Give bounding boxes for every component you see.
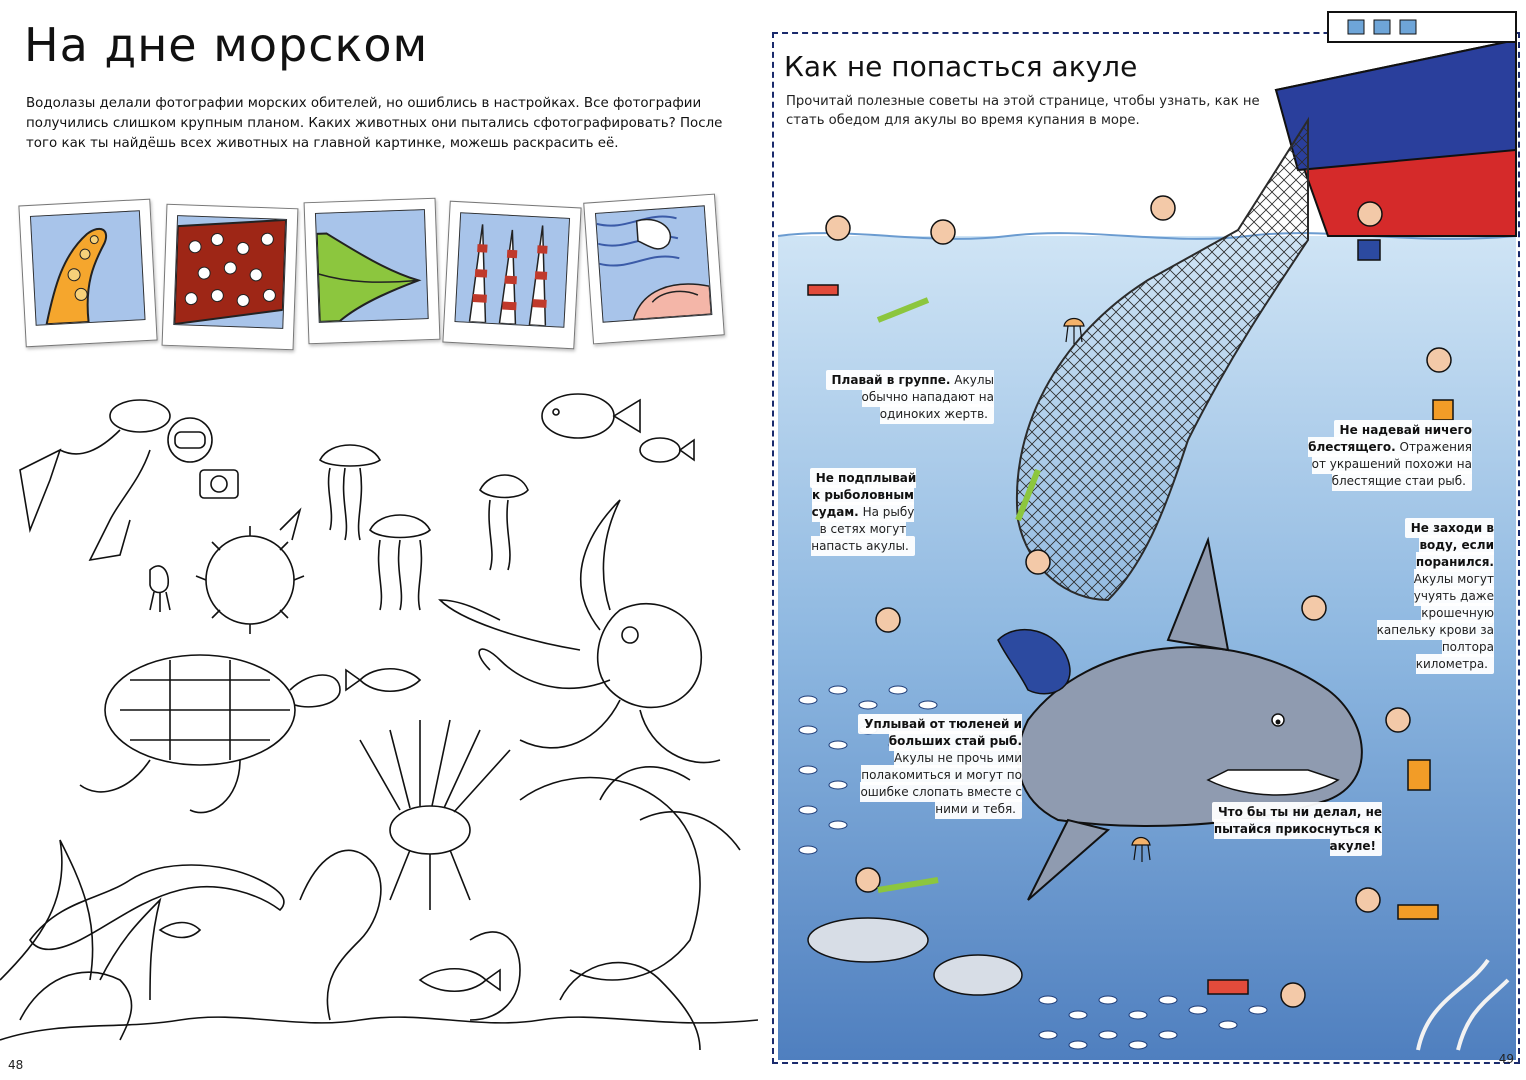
tip-avoid-seals (852, 716, 1022, 818)
eel-icon (30, 865, 284, 949)
tip-text: На рыбу в сетях могут напасть акулы. (811, 505, 915, 553)
seaweed-icon (300, 850, 381, 1020)
anemone-icon (20, 972, 132, 1040)
tip-text: Акулы не прочь ими полакомиться и могут по ошибке слопать вместе с ними и тебя. (860, 751, 1022, 816)
tip-dont-touch (1202, 804, 1382, 855)
photo-card (583, 194, 725, 345)
fish-icon (420, 969, 500, 992)
green-fin-icon (315, 209, 429, 323)
fish-icon (346, 669, 420, 692)
tip-heading: Что бы ты ни делал, не пытайся прикоснуться к акуле! (1213, 805, 1382, 853)
lionfish-icon (360, 720, 510, 910)
ship-icon (1276, 12, 1516, 236)
tip-heading: Не надевай ничего блестящего. (1308, 423, 1472, 454)
tip-heading: Не подплывай к рыболовным судам. (811, 471, 917, 519)
tip-swim-in-group (814, 372, 994, 423)
fish-icon (542, 394, 694, 462)
tip-text: Акулы могут учуять даже крошечную капельку крови за полтора километра. (1376, 572, 1494, 671)
seaweed-icon (0, 840, 160, 1000)
page-number: 48 (8, 1058, 24, 1072)
page-title: На дне морском (24, 18, 429, 72)
tip-no-wounds (1376, 520, 1494, 673)
coloring-illustration (0, 380, 758, 1060)
page-number: 49 (1498, 1052, 1514, 1066)
pufferfish-icon (196, 510, 304, 634)
coral-wave-icon (595, 205, 712, 322)
right-page (768, 0, 1526, 1080)
tip-avoid-boats (808, 470, 918, 555)
tip-heading: Плавай в группе. (831, 373, 951, 387)
coral-icon (520, 778, 700, 981)
fish-icon (160, 923, 200, 938)
tip-heading: Уплывай от тюленей и больших стай рыб. (864, 717, 1022, 748)
striped-spines-icon (454, 212, 570, 328)
octopus-tentacle-icon (30, 210, 146, 326)
tip-no-shiny (1296, 422, 1472, 490)
diver-icon (20, 400, 238, 560)
page-intro: Водолазы делали фотографии морских обителей, но ошиблись в настройках. Все фотографии получились слишком крупным планом. Каких животных они пытались сфотографировать? После того как ты найдёшь всех животных на главной картинке, можешь раскрасить её. (26, 96, 723, 151)
left-page (0, 0, 758, 1080)
spotted-creature-icon (173, 215, 287, 329)
tip-text: Акулы обычно нападают на одиноких жертв. (861, 373, 994, 421)
page-intro: Прочитай полезные советы на этой странице, чтобы узнать, как не стать обедом для акулы во время купания в море. (786, 94, 1260, 128)
photo-strip (18, 196, 748, 366)
photo-card (18, 199, 157, 348)
tip-text: Отражения от украшений похожи на блестящие стаи рыб. (1311, 440, 1472, 488)
page-title: Как не попасться акуле (784, 50, 1138, 83)
turtle-icon (80, 655, 340, 813)
tip-heading: Не заходи в воду, если поранился. (1410, 521, 1494, 569)
squid-icon (150, 566, 170, 612)
photo-card (442, 201, 581, 350)
octopus-icon (440, 500, 720, 763)
jellyfish-icon (320, 445, 528, 610)
coral-icon (560, 963, 700, 1050)
photo-card (162, 204, 299, 351)
photo-card (304, 198, 441, 345)
